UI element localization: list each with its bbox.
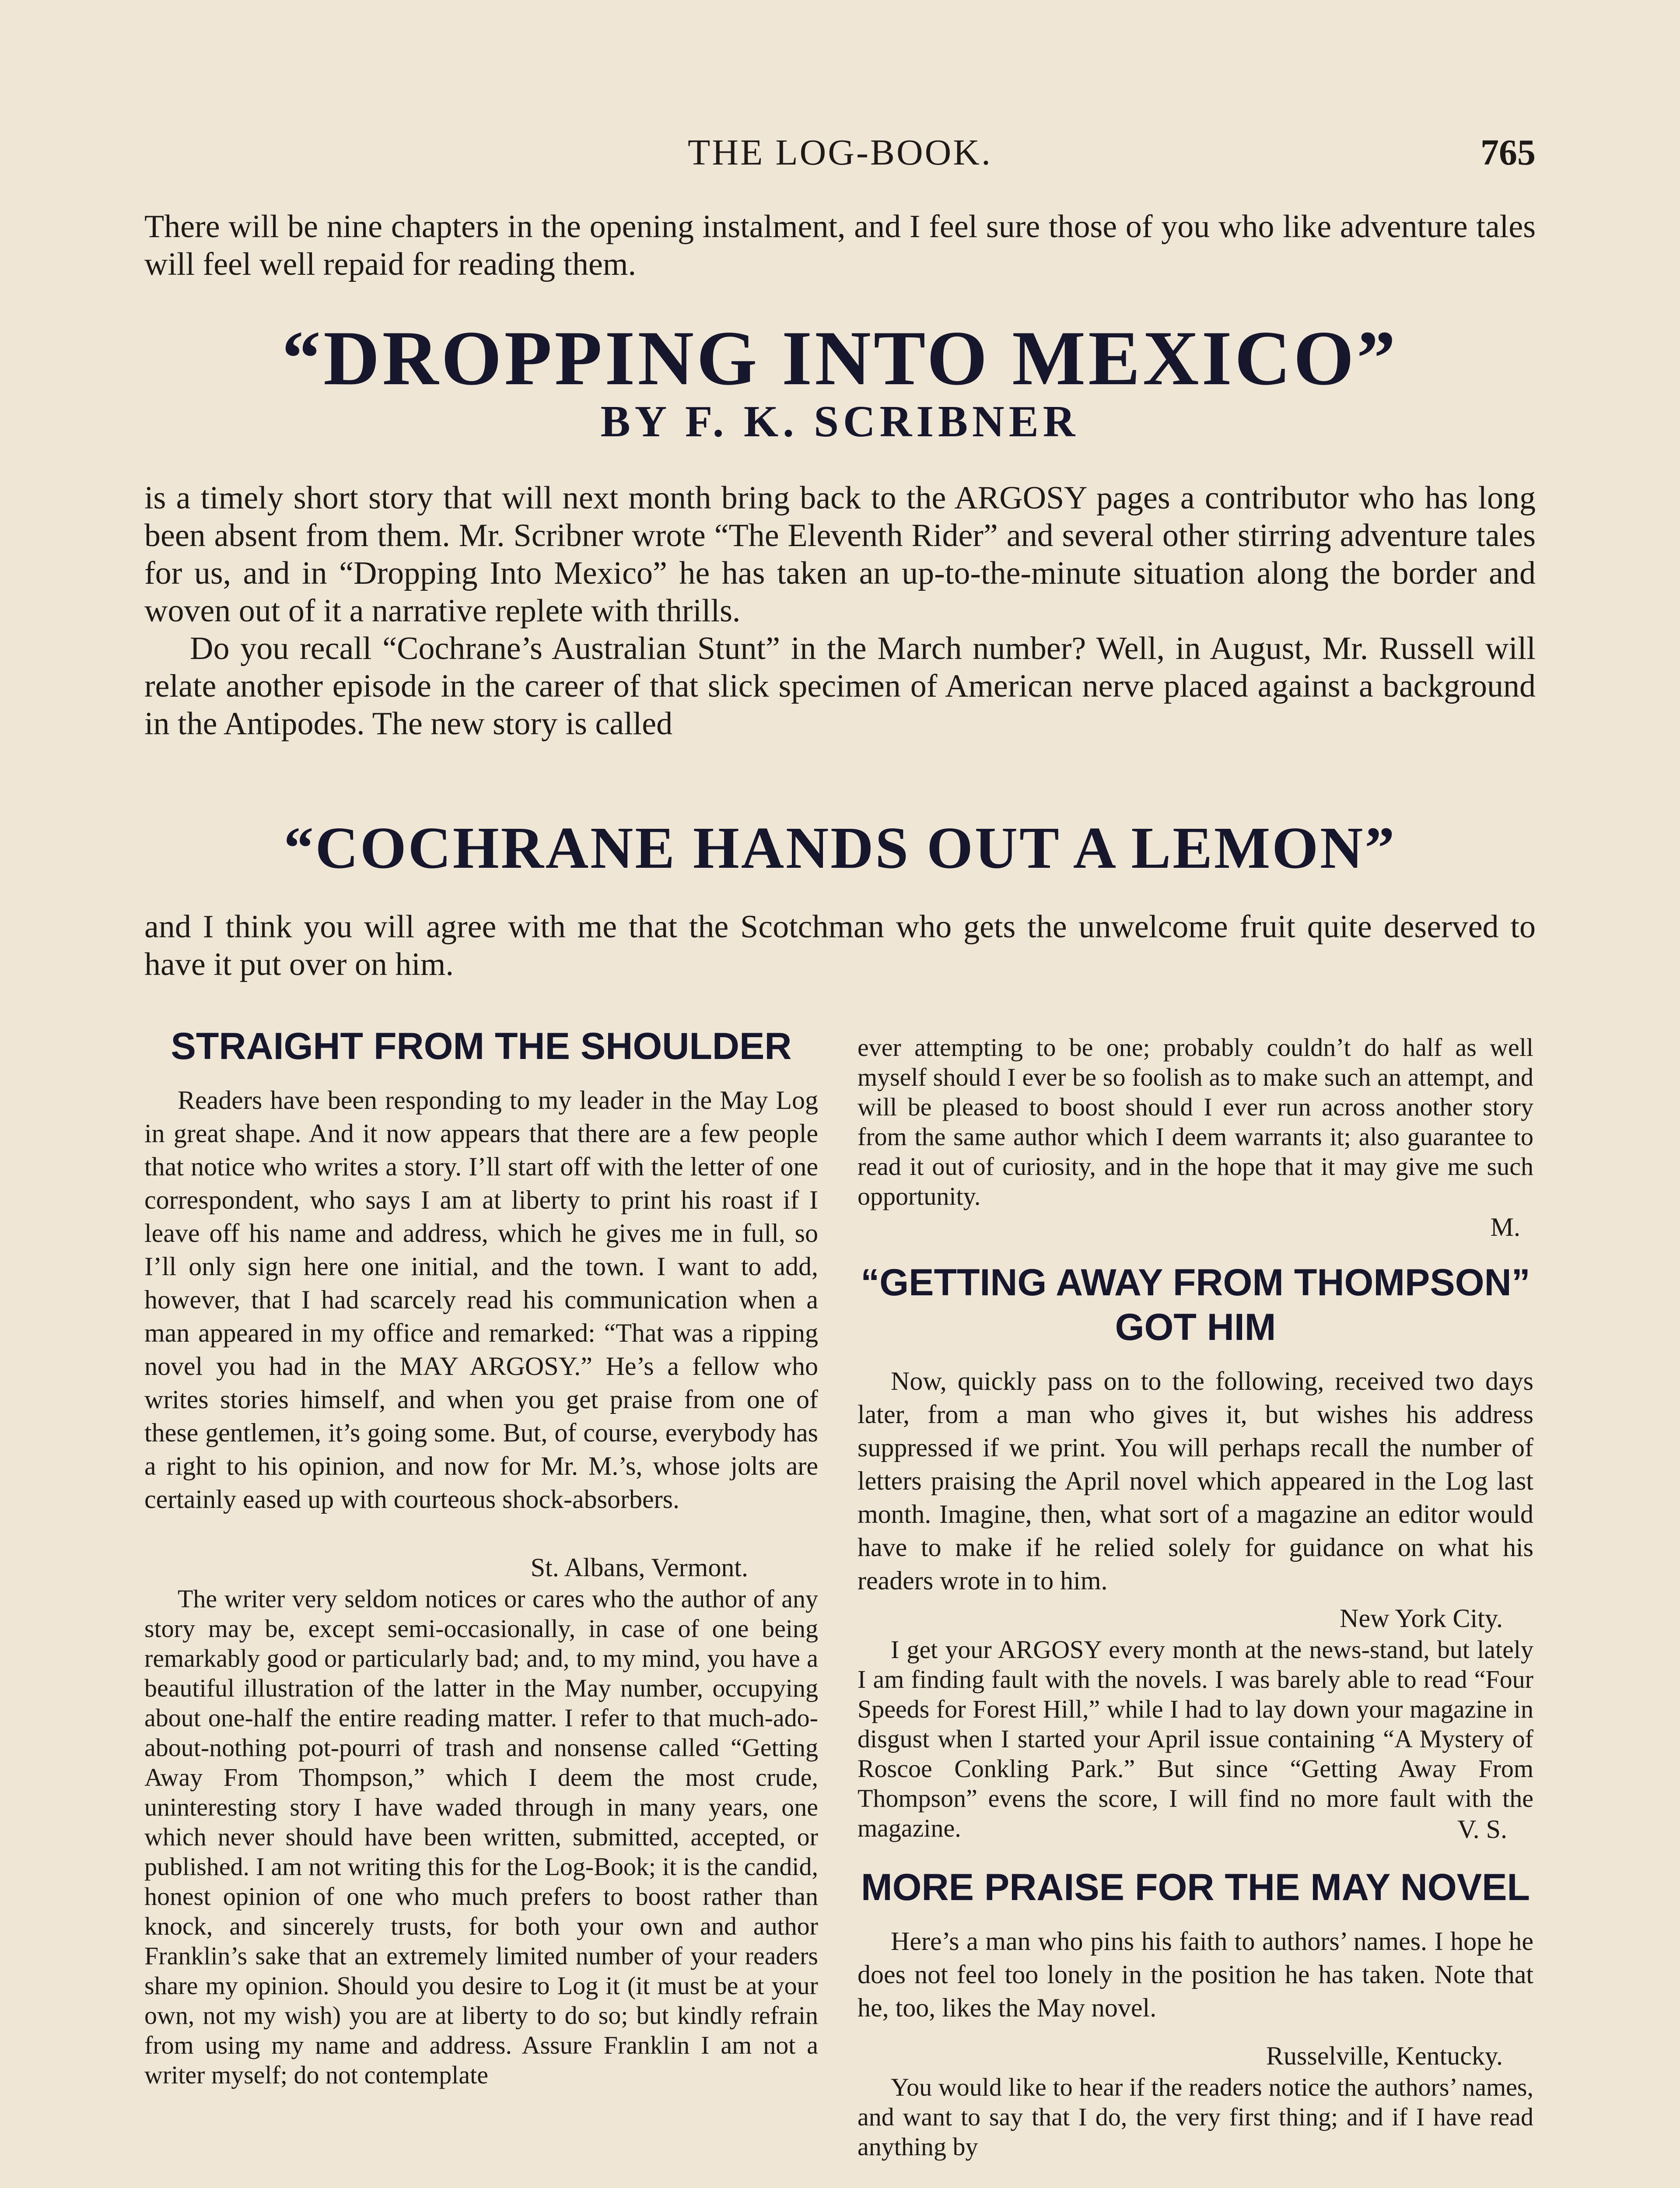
letter-signature: M. [1490,1213,1520,1241]
reader-letter: I get your ARGOSY every month at the news-stand, but lately I am finding fault with the novels. I was barely able to read “Four Speeds for Forest Hill,” while I had to lay down your magazine in disgust when I started your April issue containing “A Mystery of Roscoe Conkling Park.” But since “Getting Away From Thompson” evens the score, I will find no more fault with the magazine. [858,1635,1533,1842]
running-head [144,131,1536,179]
intro-paragraph: There will be nine chapters in the opening instalment, and I feel sure those of you who like adventure tales will feel well repaid for reading them. [144,209,1536,282]
section-heading-getting-away: “GETTING AWAY FROM THOMPSON” GOT HIM [861,1262,1530,1348]
letter-location: New York City. [1340,1604,1503,1633]
left-column [144,1024,818,2090]
feature-paragraph: is a timely short story that will next month bring back to the ARGOSY pages a contributor who has long been absent from them. Mr. Scribner wrote “The Eleventh Rider” and several other stirring adventure tales for us, and in “Dropping Into Mexico” he has taken an up-to-the-minute situation along the border and woven out of it a narrative replete with thrills. [144,480,1536,629]
reader-letter: You would like to hear if the readers notice the authors’ names, and want to say that I do, the very first thing; and if I have read anything by [858,2073,1533,2161]
page-number: 765 [1480,132,1536,173]
feature-title-cochrane-lemon: “COCHRANE HANDS OUT A LEMON” [284,815,1396,881]
section-heading-straight-from-shoulder: STRAIGHT FROM THE SHOULDER [171,1025,792,1067]
letter-location: Russelville, Kentucky. [1266,2041,1503,2070]
letter-signature: V. S. [1457,1815,1507,1844]
feature-title-dropping-into-mexico: “DROPPING INTO MEXICO” [282,315,1398,401]
letter-location: St. Albans, Vermont. [530,1553,748,1582]
feature-body [144,479,1536,743]
editor-intro: Readers have been responding to my leader in the May Log in great shape. And it now appears that there are a few people that notice who writes a story. I’ll start off with the letter of one correspondent, who says I am at liberty to print his roast if I leave off his name and address, which he gives me in full, so I’ll only sign here one initial, and the town. I want to add, however, that I had scarcely read his communication when a man appeared in my office and remarked: “That was a ripping novel you had in the MAY ARGOSY.” He’s a fellow who writes stories himself, and when you get praise from one of these gentlemen, it’s going some. But, of course, everybody has a right to his opinion, and now for Mr. M.’s, whose jolts are certainly eased up with courteous shock-absorbers. [144,1086,818,1514]
editor-intro: Now, quickly pass on to the following, received two days later, from a man who gives it, but wishes his address suppressed if we print. You will perhaps recall the number of letters praising the April novel which appeared in the Log last month. Imagine, then, what sort of a magazine an editor would have to make if he relied solely for guidance on what his readers wrote in to him. [858,1367,1533,1595]
letter-continuation: ever attempting to be one; probably couldn’t do half as well myself should I ever be so foolish as to make such an attempt, and will be pleased to boost should I ever run across another story from the same author which I deem warrants it; also guarantee to read it out of curiosity, and in the hope that it may give me such opportunity. [858,1033,1533,1210]
reader-letter: The writer very seldom notices or cares who the author of any story may be, except semi-occasionally, in case of one being remarkably good or particularly bad; and, to my mind, you have a beautiful illustration of the latter in the May number, occupying about one-half the entire reading matter. I refer to that much-ado-about-nothing pot-pourri of trash and nonsense called “Getting Away From Thompson,” which I deem the most crude, uninteresting story I have waded through in many years, one which never should have been written, submitted, accepted, or published. I am not writing this for the Log-Book; it is the candid, honest opinion of one who much prefers to boost rather than knock, and sincerely trusts, for both your own and author Franklin’s sake that an extremely limited number of your readers share my opinion. Should you desire to Log it (it must be at your own, not my wish) you are at liberty to do so; but kindly refrain from using my name and address. Assure Franklin I am not a writer myself; do not contemplate [144,1585,818,2089]
right-column [858,1033,1533,2162]
section-heading-more-praise: MORE PRAISE FOR THE MAY NOVEL [861,1866,1530,1908]
editor-intro: Here’s a man who pins his faith to authors’ names. I hope he does not feel too lonely in the position he has taken. Note that he, too, likes the May novel. [858,1927,1533,2022]
feature-byline: BY F. K. SCRIBNER [600,397,1080,446]
feature-paragraph: and I think you will agree with me that the Scotchman who gets the unwelcome fruit quite deserved to have it put over on him. [144,909,1536,982]
running-title: THE LOG-BOOK. [688,132,992,173]
feature-paragraph: Do you recall “Cochrane’s Australian Stunt” in the March number? Well, in August, Mr. Russell will relate another episode in the career of that slick specimen of American nerve placed against a background in the Antipodes. The new story is called [144,631,1536,742]
